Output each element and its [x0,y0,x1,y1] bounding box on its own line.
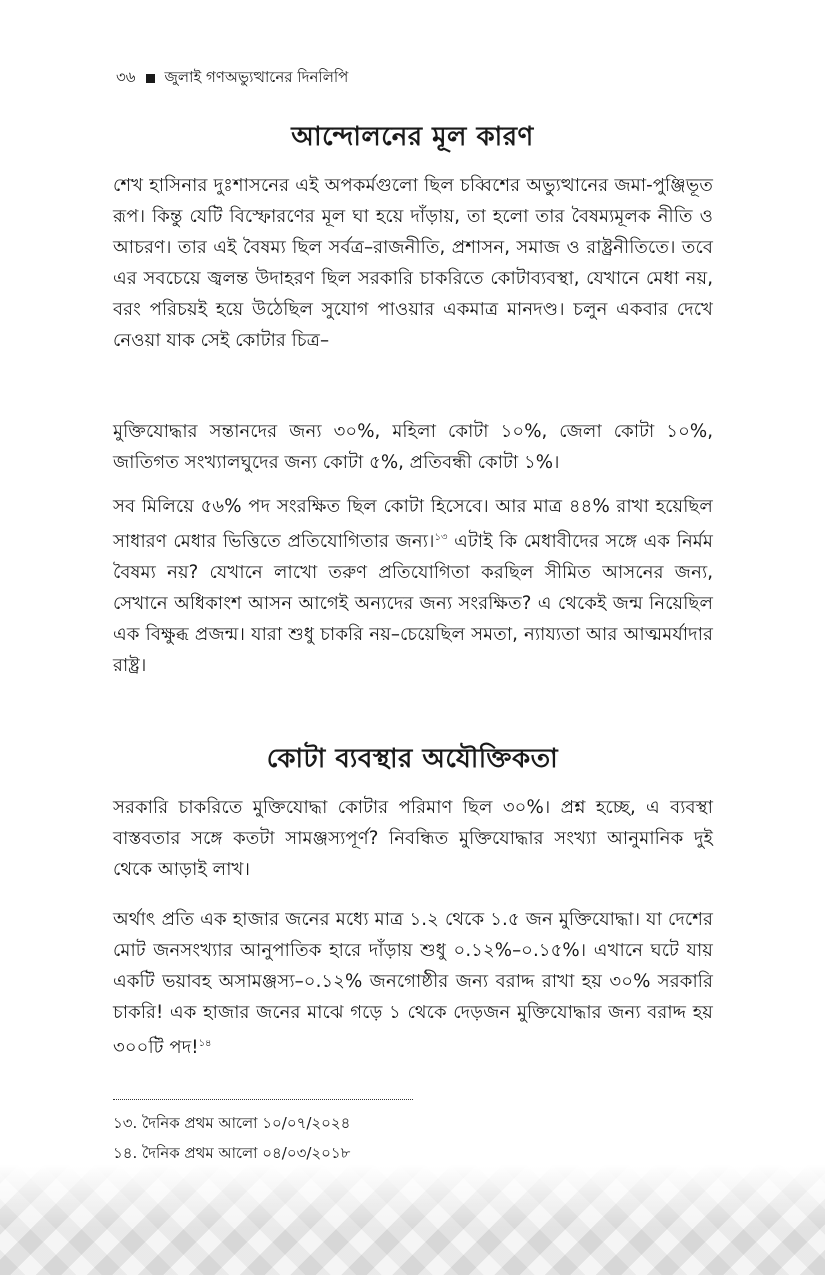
footnote-ref-14[interactable]: ১৪ [198,1038,212,1049]
paragraph-proportion [113,904,713,1063]
footnote-14: ১৪. দৈনিক প্রথম আলো ০৪/০৩/২০১৮ [113,1144,351,1162]
paragraph-causes-intro: শেখ হাসিনার দুঃশাসনের এই অপকর্মগুলো ছিল চব্বিশের অভ্যুত্থানের জমা-পুঞ্জিভূত রূপ। কিন্তু যেটি বিস্ফোরণের মূল ঘা হয়ে দাঁড়ায়, তা হলো তার বৈষম্যমূলক নীতি ও আচরণ। তার এই বৈষম্য ছিল সর্বত্র–রাজনীতি, প্রশাসন, সমাজ ও রাষ্ট্রনীতিতে। তবে এর সবচেয়ে জ্বলন্ত উদাহরণ ছিল সরকারি চাকরিতে কোটাব্যবস্থা, যেখানে মেধা নয়, বরং পরিচয়ই হয়ে উঠেছিল সুযোগ পাওয়ার একমাত্র মানদণ্ড। চলুন একবার দেখে নেওয়া যাক সেই কোটার চিত্র– [113,175,713,351]
page-number: ৩৬ [116,68,136,86]
paragraph-text: সব মিলিয়ে ৫৬% পদ সংরক্ষিত ছিল কোটা হিসেবে। আর মাত্র ৪৪% রাখা হয়েছিল সাধারণ মেধার ভিত্তিতে প্রতিযোগিতার জন্য। [113,496,713,553]
paragraph-text: এটাই কি মেধাবীদের সঙ্গে এক নির্মম বৈষম্য নয়? যেখানে লাখো তরুণ প্রতিযোগিতা করছিল সীমিত আসনের জন্য, সেখানে অধিকাংশ আসন আগেই অন্যদের জন্য সংরক্ষিত? এ থেকেই জন্ম নিয়েছিল এক বিক্ষুব্ধ প্রজন্ম। যারা শুধু চাকরি নয়–চেয়েছিল সমতা, ন্যায্যতা আর আত্মমর্যাদার রাষ্ট্র। [113,531,713,677]
footnote-divider [113,1099,413,1100]
footnote-ref-13[interactable]: ১৩ [434,532,448,543]
section-heading-irrationality: কোটা ব্যবস্থার অযৌক্তিকতা [266,744,559,774]
decorative-footer-pattern [0,1165,825,1275]
running-title: জুলাই গণঅভ্যুত্থানের দিনলিপি [164,68,349,86]
paragraph-text: অর্থাৎ প্রতি এক হাজার জনের মধ্যে মাত্র ১.২ থেকে ১.৫ জন মুক্তিযোদ্ধা। যা দেশের মোট জনসংখ্যার আনুপাতিক হারে দাঁড়ায় শুধু ০.১২%–০.১৫%। এখানে ঘটে যায় একটি ভয়াবহ অসামঞ্জস্য–০.১২% জনগোষ্ঠীর জন্য বরাদ্দ রাখা হয় ৩০% সরকারি চাকরি! এক হাজার জনের মাঝে গড়ে ১ থেকে দেড়জন মুক্তিযোদ্ধার জন্য বরাদ্দ হয় ৩০০টি পদ! [113,909,713,1059]
running-header [116,66,348,91]
section-heading-causes: আন্দোলনের মূল কারণ [291,122,534,152]
footnote-13: ১৩. দৈনিক প্রথম আলো ১০/০৭/২০২৪ [113,1114,351,1132]
paragraph-quota-summary [113,491,713,681]
paragraph-freedom-fighter-quota: সরকারি চাকরিতে মুক্তিযোদ্ধা কোটার পরিমাণ ছিল ৩০%। প্রশ্ন হচ্ছে, এ ব্যবস্থা বাস্তবতার সঙ্গে কতটা সামঞ্জস্যপূর্ণ? নিবন্ধিত মুক্তিযোদ্ধার সংখ্যা আনুমানিক দুই থেকে আড়াই লাখ। [113,797,713,880]
square-bullet-icon [146,74,155,83]
paragraph-quota-breakdown: মুক্তিযোদ্ধার সন্তানদের জন্য ৩০%, মহিলা কোটা ১০%, জেলা কোটা ১০%, জাতিগত সংখ্যালঘুদের জন্য কোটা ৫%, প্রতিবন্ধী কোটা ১%। [113,421,713,473]
